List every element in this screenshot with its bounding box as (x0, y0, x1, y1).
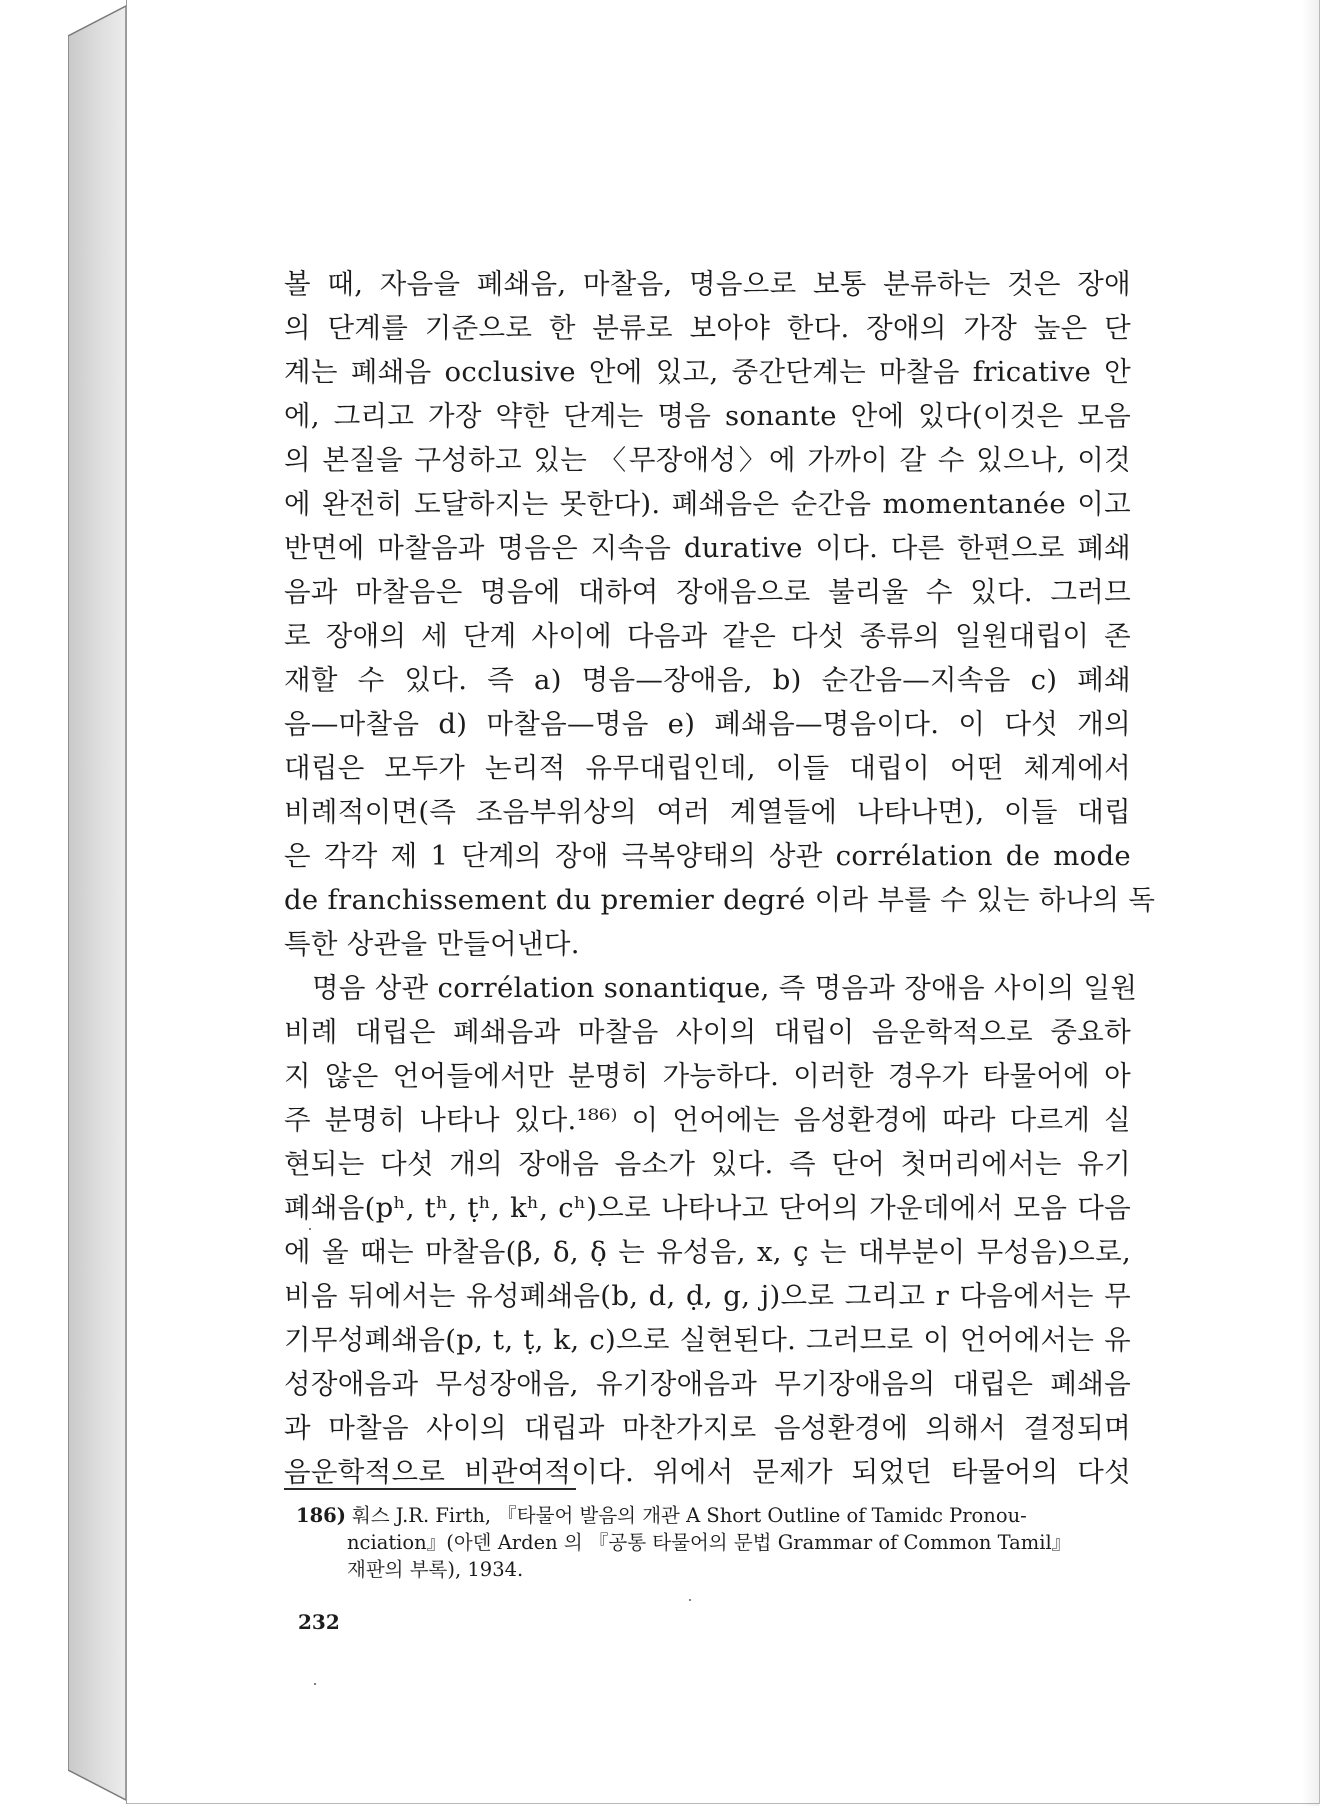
text-line: 폐쇄음(pʰ, tʰ, ṭʰ, kʰ, cʰ)으로 나타나고 단어의 가운데에서 모음 다음 (284, 1192, 1131, 1224)
text-line: 과 마찰음 사이의 대립과 마찬가지로 음성환경에 의해서 결정되며 (284, 1412, 1131, 1444)
footnote-number: 186) (296, 1504, 346, 1527)
book-spine-edge (68, 0, 130, 1806)
text-line: 에 올 때는 마찰음(β, δ, δ̣ 는 유성음, x, ç 는 대부분이 무성음)으로, (284, 1236, 1131, 1268)
footnote-line: nciation』(아덴 Arden 의 『공통 타물어의 문법 Grammar of Common Tamil』 (347, 1531, 1072, 1554)
text-line: 비례적이면(즉 조음부위상의 여러 계열들에 나타나면), 이들 대립 (284, 796, 1131, 828)
text-line: 기무성폐쇄음(p, t, ṭ, k, c)으로 실현된다. 그러므로 이 언어에서는 유 (284, 1324, 1131, 1356)
text-line: 은 각각 제 1 단계의 장애 극복양태의 상관 corrélation de mode (284, 840, 1131, 872)
footnote (296, 1502, 1134, 1583)
footnote-divider (284, 1488, 576, 1490)
text-line: 특한 상관을 만들어낸다. (284, 928, 580, 960)
print-speck (309, 1228, 311, 1230)
text-line: 음운학적으로 비관여적이다. 위에서 문제가 되었던 타물어의 다섯 (284, 1456, 1131, 1488)
print-speck (689, 1599, 691, 1601)
text-line: 반면에 마찰음과 명음은 지속음 durative 이다. 다른 한편으로 폐쇄 (284, 532, 1131, 564)
text-line: 의 단계를 기준으로 한 분류로 보아야 한다. 장애의 가장 높은 단 (284, 312, 1131, 344)
text-line: 현되는 다섯 개의 장애음 음소가 있다. 즉 단어 첫머리에서는 유기 (284, 1148, 1131, 1180)
text-line: 에, 그리고 가장 약한 단계는 명음 sonante 안에 있다(이것은 모음 (284, 400, 1131, 432)
text-line: 대립은 모두가 논리적 유무대립인데, 이들 대립이 어떤 체계에서 (284, 752, 1131, 784)
text-line: 비음 뒤에서는 유성폐쇄음(b, d, ḍ, g, j)으로 그리고 r 다음에서는 무 (284, 1280, 1131, 1312)
text-line: 재할 수 있다. 즉 a) 명음—장애음, b) 순간음—지속음 c) 폐쇄 (284, 664, 1131, 696)
page-number: 232 (298, 1610, 340, 1634)
text-line: 계는 폐쇄음 occlusive 안에 있고, 중간단계는 마찰음 fricative 안 (284, 356, 1131, 388)
text-line: 비례 대립은 폐쇄음과 마찰음 사이의 대립이 음운학적으로 중요하 (284, 1016, 1131, 1048)
footnote-line: 재판의 부록), 1934. (347, 1558, 524, 1581)
text-line: 의 본질을 구성하고 있는 〈무장애성〉에 가까이 갈 수 있으나, 이것 (284, 444, 1131, 476)
text-line: 주 분명히 나타나 있다.¹⁸⁶⁾ 이 언어에는 음성환경에 따라 다르게 실 (284, 1104, 1131, 1136)
footnote-text: 훠스 J.R. Firth, 『타물어 발음의 개관 A Short Outline of Tamidc Pronou- (351, 1504, 1027, 1527)
text-line: 로 장애의 세 단계 사이에 다음과 같은 다섯 종류의 일원대립이 존 (284, 620, 1131, 652)
text-line: 볼 때, 자음을 폐쇄음, 마찰음, 명음으로 보통 분류하는 것은 장애 (284, 268, 1131, 300)
text-line: de franchissement du premier degré 이라 부를 수 있는 하나의 독 (284, 884, 1156, 916)
text-line: 명음 상관 corrélation sonantique, 즉 명음과 장애음 사이의 일원 (312, 972, 1138, 1004)
text-line: 에 완전히 도달하지는 못한다). 폐쇄음은 순간음 momentanée 이고 (284, 488, 1131, 520)
print-speck (314, 1683, 316, 1685)
text-line: 성장애음과 무성장애음, 유기장애음과 무기장애음의 대립은 폐쇄음 (284, 1368, 1131, 1400)
body-text (284, 262, 1156, 1494)
text-line: 음과 마찰음은 명음에 대하여 장애음으로 불리울 수 있다. 그러므 (284, 576, 1131, 608)
footnote-line (296, 1502, 1134, 1529)
text-line: 지 않은 언어들에서만 분명히 가능하다. 이러한 경우가 타물어에 아 (284, 1060, 1131, 1092)
page-edge-shadow (1301, 0, 1319, 1806)
text-line: 음—마찰음 d) 마찰음—명음 e) 폐쇄음—명음이다. 이 다섯 개의 (284, 708, 1131, 740)
